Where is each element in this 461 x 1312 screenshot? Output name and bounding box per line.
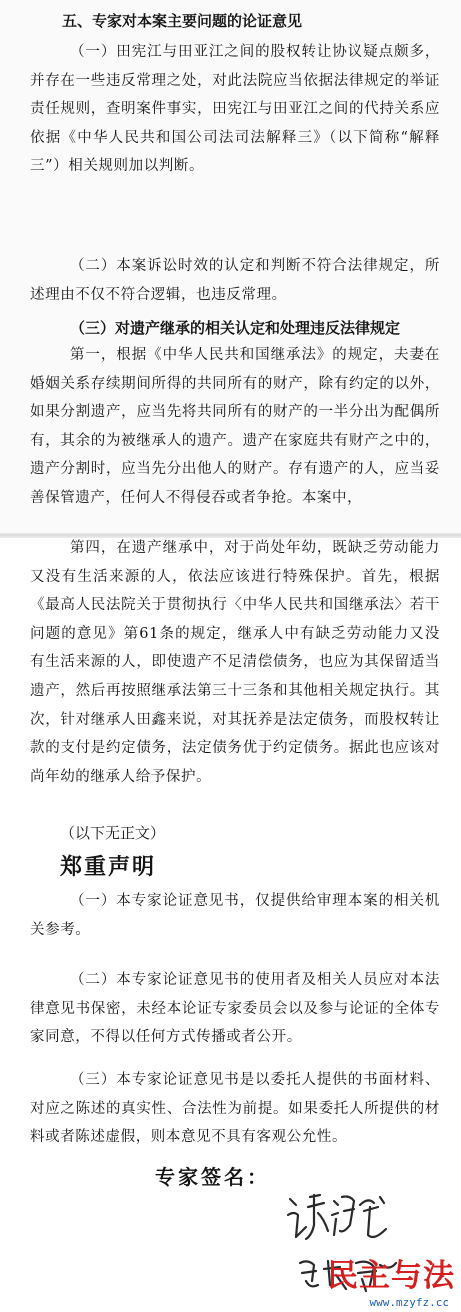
declaration-title: 郑重声明 [60,855,157,880]
watermark-brand: 民主与法 [327,1258,455,1294]
paragraph-marital-property: 第一，根据《中华人民共和国继承法》的规定，夫妻在婚姻关系存续期间所得的共同所有的财产，除有约定的以外，如果分割遗产，应当先将共同所有的财产的一半分出为配偶所有，其余的为被继承人的遗产。遗产在家庭共有财产之中的，遗产分割时，应当先分出他人的财产。存有遗产的人，应当妥善保管遗产，任何人不得侵吞或者争抢。本案中， [30,347,440,506]
end-of-text-note: （以下无正文） [60,824,166,842]
paragraph-equity-transfer: （一）田宪江与田亚江之间的股权转让协议疑点颇多，并存在一些违反常理之处，对此法院应当依据法律规定的举证责任规则，查明案件事实，田宪江与田亚江之间的代持关系应依据《中华人民共和国公司法司法解释三》（以下简称“解释三”）相关规则加以判断。 [30,44,440,175]
declaration-item-3: （三）本专家论证意见书是以委托人提供的书面材料、对应之陈述的真实性、合法性为前提。如果委托人所提供的材料或者陈述虚假，则本意见不具有客观公允性。 [30,1072,440,1146]
declaration-item-2: （二）本专家论证意见书的使用者及相关人员应对本法律意见书保密，未经本论证专家委员会以及参与论证的全体专家同意，不得以任何方式传播或者公开。 [30,972,440,1046]
section-heading: 五、专家对本案主要问题的论证意见 [62,12,303,30]
source-watermark [283,1250,461,1312]
paragraph-limitation: （二）本案诉讼时效的认定和判断不符合法律规定，所述理由不仅不符合逻辑，也违反常理。 [30,258,440,303]
handwritten-signature-1 [284,1185,394,1247]
paragraph-minor-protection: 第四，在遗产继承中，对于尚处年幼，既缺乏劳动能力又没有生活来源的人，依法应该进行特殊保护。首先，根据《最高人民法院关于贯彻执行〈中华人民共和国继承法〉若干问题的意见》第61条的规定，继承人中有缺乏劳动能力又没有生活来源的人，即使遗产不足清偿债务，也应为其保留适当遗产，然后再按照继承法第三十三条和其他相关规定执行。其次，针对继承人田鑫来说，对其抚养是法定债务，而股权转让款的支付是约定债务，法定债务优于约定债务。据此也应该对尚年幼的继承人给予保护。 [30,540,440,785]
signature-label: 专家签名： [155,1165,270,1189]
watermark-url: www.mzyfz.cc [369,1296,449,1309]
subheading-inheritance: （三）对遗产继承的相关认定和处理违反法律规定 [70,319,401,337]
declaration-item-1: （一）本专家论证意见书，仅提供给审理本案的相关机关参考。 [30,893,440,938]
